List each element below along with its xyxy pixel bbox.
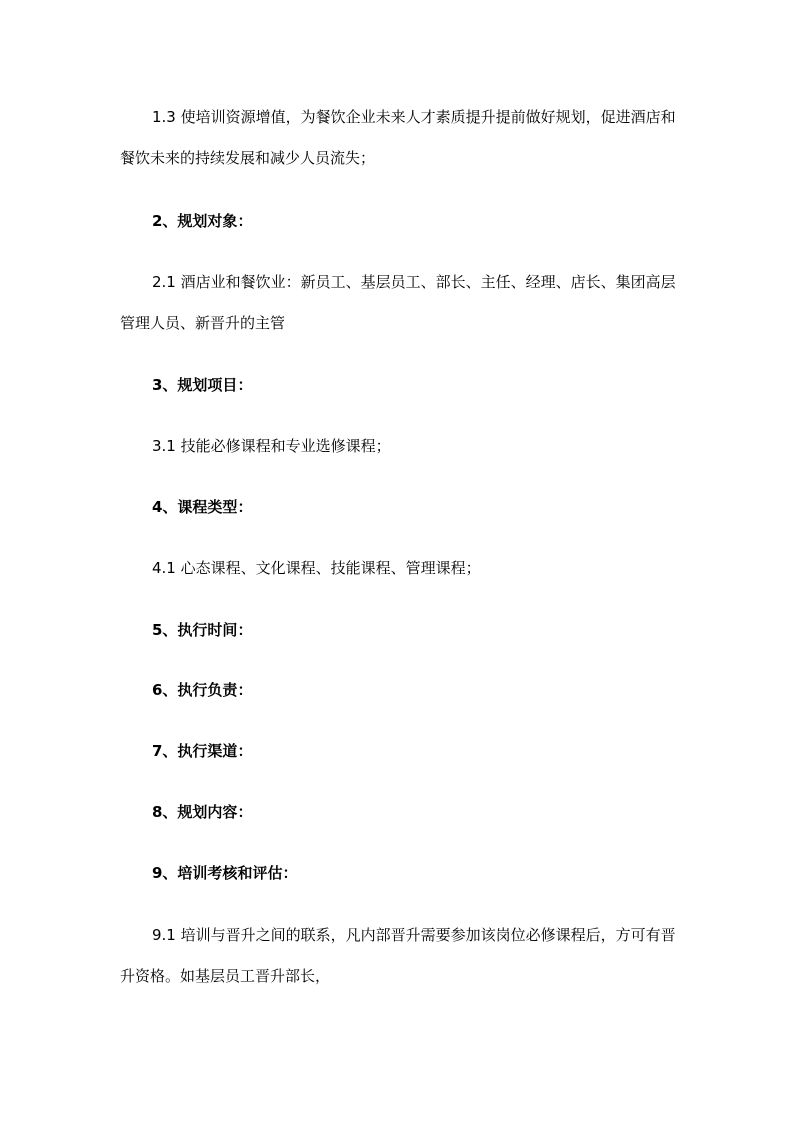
heading-6: 6、执行负责： — [152, 681, 253, 699]
paragraph-9-1: 9.1 培训与晋升之间的联系，凡内部晋升需要参加该岗位必修课程后，方可有晋升资格。如基层员工晋升部长， — [120, 926, 676, 985]
heading-7: 7、执行渠道： — [152, 742, 253, 760]
paragraph-1-3: 1.3 使培训资源增值，为餐饮企业未来人才素质提升提前做好规划，促进酒店和餐饮未来的持续发展和减少人员流失； — [120, 108, 676, 167]
paragraph-3-1: 3.1 技能必修课程和专业选修课程； — [152, 437, 391, 455]
heading-3: 3、规划项目： — [152, 376, 253, 394]
heading-8: 8、规划内容： — [152, 803, 253, 821]
paragraph-4-1: 4.1 心态课程、文化课程、技能课程、管理课程； — [152, 559, 481, 577]
heading-9: 9、培训考核和评估： — [152, 864, 298, 882]
heading-2: 2、规划对象： — [152, 212, 253, 230]
heading-5: 5、执行时间： — [152, 621, 253, 639]
paragraph-2-1: 2.1 酒店业和餐饮业：新员工、基层员工、部长、主任、经理、店长、集团高层管理人员、新晋升的主管 — [120, 273, 676, 332]
heading-4: 4、课程类型： — [152, 498, 253, 516]
